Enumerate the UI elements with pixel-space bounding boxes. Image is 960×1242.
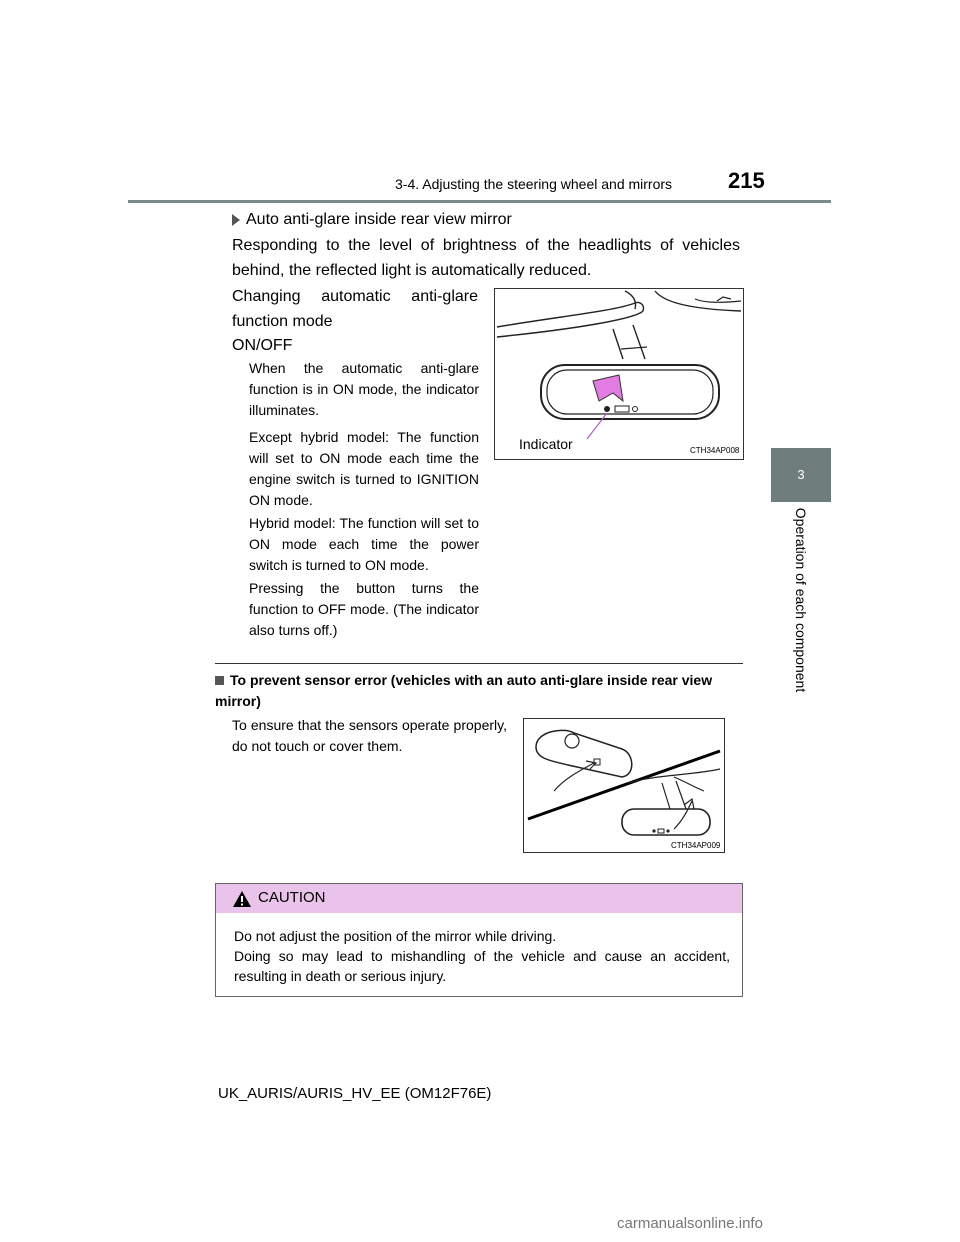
section-title: 3-4. Adjusting the steering wheel and mirrors <box>395 176 673 192</box>
sensor-note-title-text: To prevent sensor error (vehicles with an auto anti-glare inside rear view mirror) <box>215 672 713 709</box>
figure1-code: CTH34AP008 <box>690 446 740 455</box>
triangle-bullet-icon <box>232 214 240 226</box>
mirror-indicator-figure <box>494 288 744 460</box>
sensor-location-figure <box>523 718 725 853</box>
section-divider <box>215 663 743 664</box>
sensor-location-drawing <box>524 719 724 852</box>
sensor-note-title <box>215 670 743 712</box>
paragraph-indicator: When the automatic anti-glare function is in ON mode, the indicator illuminates. <box>249 360 479 418</box>
caution-line-1: Do not adjust the position of the mirror while driving. <box>234 928 557 944</box>
onoff-label: ON/OFF <box>232 337 293 354</box>
caution-title: CAUTION <box>258 889 326 906</box>
intro-paragraph: Responding to the level of brightness of the headlights of vehicles behind, the reflected light is automatically reduced. <box>232 237 740 279</box>
section-heading <box>232 207 512 232</box>
caution-header <box>216 884 742 913</box>
figure2-code: CTH34AP009 <box>671 841 721 850</box>
paragraph-except-hybrid: Except hybrid model: The function will set to ON mode each time the engine switch is turned to IGNITION ON mode. <box>249 429 479 508</box>
mirror-indicator-drawing <box>495 289 743 459</box>
paragraph-hybrid: Hybrid model: The function will set to ON mode each time the power switch is turned to ON mode. <box>249 515 479 573</box>
square-bullet-icon <box>215 676 224 685</box>
paragraph-off: Pressing the button turns the function to OFF mode. (The indicator also turns off.) <box>249 580 479 638</box>
sensor-note-text: To ensure that the sensors operate properly, do not touch or cover them. <box>232 717 507 754</box>
indicator-label: Indicator <box>519 436 573 452</box>
section-heading-text: Auto anti-glare inside rear view mirror <box>246 211 512 228</box>
page-number: 215 <box>728 168 765 193</box>
warning-triangle-icon <box>232 890 252 908</box>
caution-line-2: Doing so may lead to mishandling of the vehicle and cause an accident, resulting in death or serious injury. <box>234 948 730 984</box>
chapter-tab: 3 <box>771 448 831 502</box>
watermark: carmanualsonline.info <box>617 1215 763 1232</box>
chapter-title: Operation of each component <box>793 507 809 693</box>
header-divider <box>128 200 831 203</box>
subheading: Changing automatic anti-glare function mode <box>232 288 478 330</box>
model-code: UK_AURIS/AURIS_HV_EE (OM12F76E) <box>218 1085 492 1102</box>
